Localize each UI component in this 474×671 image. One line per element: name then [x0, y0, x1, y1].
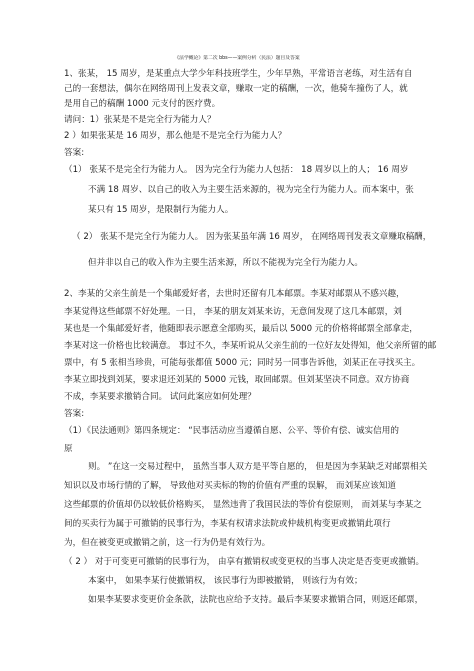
case2-answer-line: （ 2 ） 对于可变更可撤销的民事行为， 由享有撤销权或变更权的当事人决定是否变更或撤销。 [64, 557, 425, 567]
case1-answer-line: 不满 18 周岁、以自己的收入为主要生活来源的，视为完全行为能力人。而本案中，张 [88, 185, 414, 195]
case1-answer-line: （ 2） 张某不是完全行为能力人。 因为张某虽年满 16 周岁， 在网络周刊发表文章赚取稿酬， [72, 232, 432, 242]
case2-answer-line: 本案中， 如果李某行使撤销权， 该民事行为即被撤销， 则该行为有效； [88, 576, 363, 586]
case2-answer-line: 这些邮票的价值却仍以较低价格购买， 显然违背了我国民法的等价有偿原则， 而刘某与李某之 [64, 500, 422, 510]
case2-question-line: 李某立即找到刘某，要求退还刘某的 5000 元钱，取回邮票。但刘某坚决不同意。双方协商 [64, 375, 410, 385]
case2-question-line: 李某对这一价格也比较满意。 事过不久，李某听说从父亲生前的一位好友处得知，他父亲所留的邮 [64, 341, 437, 351]
case2-question-line: 某也是一个集邮爱好者，他随即表示愿意全部购买，最后以 5000 元的价格将邮票全部拿走， [64, 324, 418, 334]
case1-question-line: 是用自己的稿酬 1000 元支付的医疗费。 [64, 99, 221, 109]
case2-answer-line: 如果李某要求变更价金条款，法院也应给予支持。最后李某要求撤销合同，则返还邮票， [88, 595, 424, 605]
case1-answer-line: 某只有 15 周岁，是限制行为能力人。 [88, 205, 234, 215]
case2-answer-label: 答案: [64, 409, 85, 419]
case1-answer-line: 但并非以自己的收入作为主要生活来源，所以不能视为完全行为能力人。 [88, 258, 364, 268]
case2-answer-line: 间的买卖行为属于可撤销的民事行为，李某有权请求法院或仲裁机构变更或撤销此项行 [64, 519, 391, 529]
case2-answer-line: 知识以及市场行情的了解， 导致他对买卖标的物的价值有严重的误解， 而刘某应该知道 [64, 481, 397, 491]
case1-answer-label: 答案: [64, 148, 85, 158]
case1-question-line: 己的一套想法，偶尔在网络周刊上发表文章，赚取一定的稿酬，一次，他骑车撞伤了人，就 [64, 84, 408, 94]
case2-answer-line: 则。 ”在这一交易过程中， 虽然当事人双方是平等自愿的， 但是因为李某缺乏对邮票相关 [88, 462, 428, 472]
case2-question-line: 2、李某的父亲生前是一个集邮爱好者，去世时还留有几本邮票。李某对邮票从不感兴趣， [64, 289, 405, 299]
case1-question-line: 1、张某， 15 周岁，是某重点大学少年科技班学生，少年早熟，平常语言老练，对生活有自 [64, 69, 413, 79]
case1-answer-line: （1） 张某不是完全行为能力人。 因为完全行为能力人包括： 18 周岁以上的人； 16 周岁 [64, 165, 409, 175]
case1-ask: 请问：1）张某是不是完全行为能力人？ [64, 115, 216, 125]
case2-question-line: 李某觉得这些邮票不好处理。一日， 李某的朋友刘某来访，无意间发现了这几本邮票，刘 [64, 307, 402, 317]
case1-sub-question: 2 ）如果张某是 16 周岁，那么他是不是完全行为能力人？ [64, 131, 287, 141]
case2-answer-line: 原 [64, 444, 73, 454]
document-title: 《法学概论》第二次 bbs——案例分析（民法）题目及答案 [174, 56, 300, 61]
case2-question-line: 不成，李某要求撤销合同。 试问此案应如何处理？ [64, 392, 256, 402]
case2-answer-line: （1）《民法通则》第四条规定： “民事活动应当遵循自愿、公平、等价有偿、诚实信用的 [64, 426, 399, 436]
case2-answer-line: 为，但在被变更或撤销之前，这一行为仍是有效行为。 [64, 538, 271, 548]
case2-question-line: 票中，有 5 张相当珍贵，可能每张都值 5000 元；同时另一同事告诉他，刘某正在寻找买主。 [64, 358, 421, 368]
